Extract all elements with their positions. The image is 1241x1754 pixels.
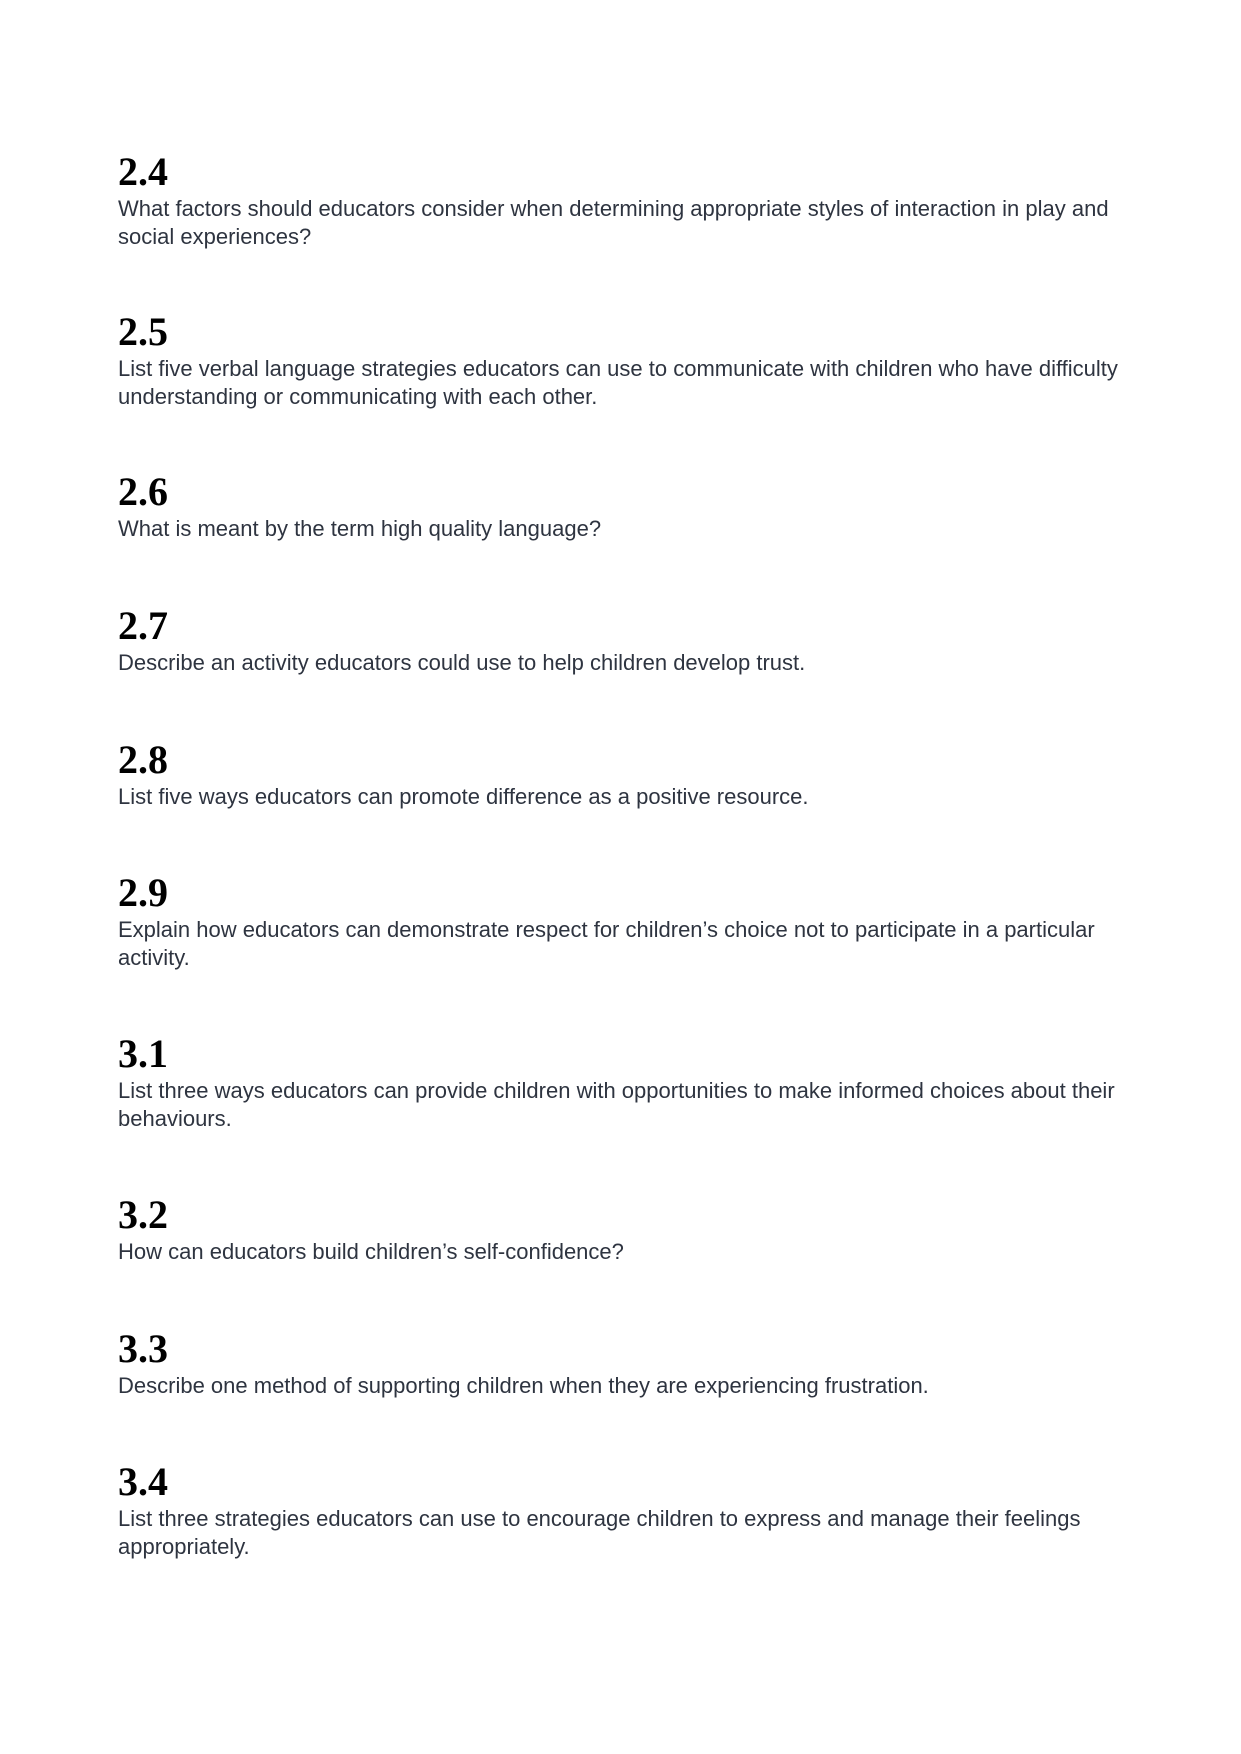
question-number: 3.1 xyxy=(118,1031,168,1076)
question-block xyxy=(118,1031,1128,1133)
question-number: 3.2 xyxy=(118,1192,168,1237)
question-text: Explain how educators can demonstrate respect for children’s choice not to participate in a particular activity. xyxy=(118,917,1095,970)
question-text: Describe an activity educators could use to help children develop trust. xyxy=(118,650,806,675)
question-text: How can educators build children’s self-confidence? xyxy=(118,1239,624,1264)
question-number: 2.5 xyxy=(118,309,168,354)
question-text: Describe one method of supporting children when they are experiencing frustration. xyxy=(118,1373,929,1398)
question-number: 2.4 xyxy=(118,149,168,194)
question-block xyxy=(118,1459,1128,1561)
question-block xyxy=(118,309,1128,411)
question-block xyxy=(118,469,1128,543)
question-text: What factors should educators consider when determining appropriate styles of interaction in play and social experiences? xyxy=(118,196,1109,249)
question-block xyxy=(118,1192,1128,1266)
question-text: List five verbal language strategies educators can use to communicate with children who have difficulty understanding or communicating with each other. xyxy=(118,356,1118,409)
question-text: List three ways educators can provide children with opportunities to make informed choices about their behaviours. xyxy=(118,1078,1115,1131)
question-text: List five ways educators can promote difference as a positive resource. xyxy=(118,784,809,809)
question-number: 2.6 xyxy=(118,469,168,514)
question-block xyxy=(118,603,1128,677)
question-block xyxy=(118,1326,1128,1400)
question-number: 2.8 xyxy=(118,737,168,782)
question-block xyxy=(118,737,1128,811)
question-block xyxy=(118,870,1128,972)
question-number: 2.9 xyxy=(118,870,168,915)
question-text: List three strategies educators can use to encourage children to express and manage their feelings appropriately. xyxy=(118,1506,1081,1559)
question-text: What is meant by the term high quality language? xyxy=(118,516,602,541)
question-number: 3.4 xyxy=(118,1459,168,1504)
question-block xyxy=(118,149,1128,251)
question-number: 2.7 xyxy=(118,603,168,648)
question-number: 3.3 xyxy=(118,1326,168,1371)
